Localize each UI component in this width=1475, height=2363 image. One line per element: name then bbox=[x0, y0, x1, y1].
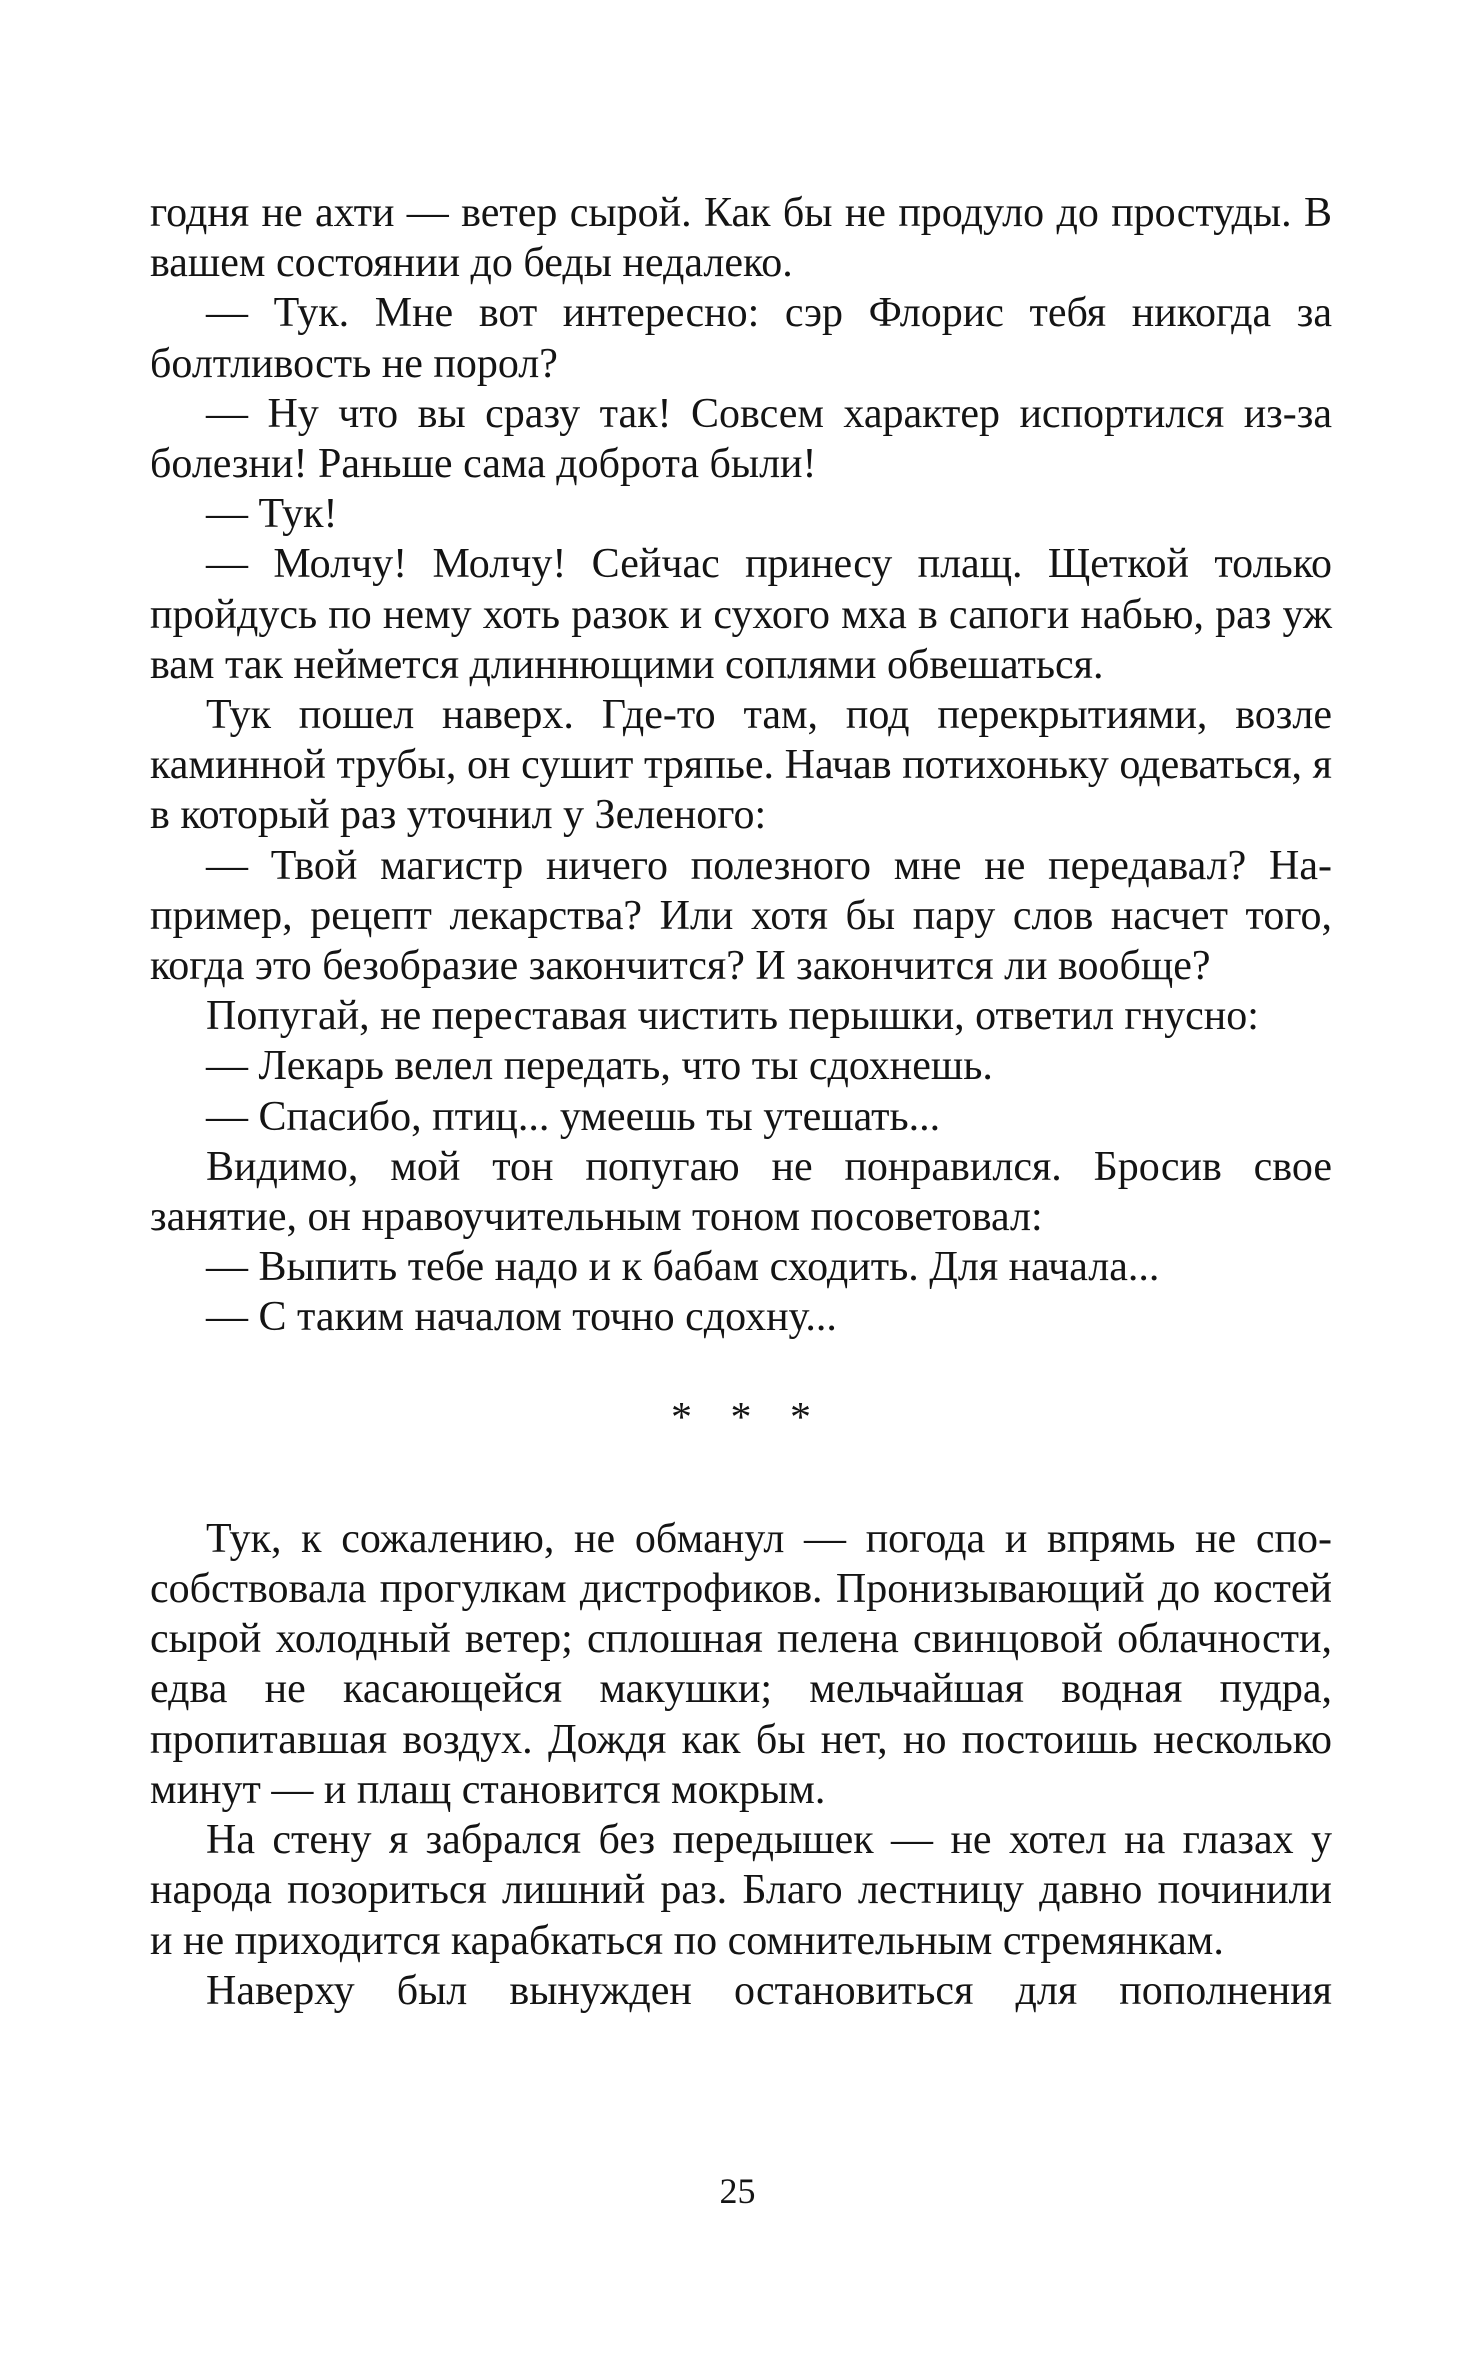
section-separator: * * * bbox=[671, 1394, 825, 1441]
paragraph: — Тук! bbox=[206, 491, 338, 538]
paragraph: — С таким началом точно сдохну... bbox=[206, 1294, 837, 1341]
paragraph: — Спасибо, птиц... умеешь ты утешать... bbox=[206, 1093, 941, 1140]
paragraph: На стену я забрался без передышек — не хотел на глазах у народа позориться лишний раз. Благо лестницу давно починили и не приходится карабкаться по сомнительным стремянкам. bbox=[150, 1817, 1332, 1964]
paragraph: — Лекарь велел передать, что ты сдохнешь. bbox=[206, 1043, 993, 1090]
paragraph: Наверху был вынужден остановиться для пополнения bbox=[206, 1967, 1332, 2014]
paragraph: — Твой магистр ничего полезного мне не передавал? Например, рецепт лекарства? Или хотя бы пару слов насчет того, когда это безобразие закончится? И закончится ли вообще? bbox=[150, 842, 1332, 990]
paragraph: Видимо, мой тон попугаю не понравился. Бросив свое занятие, он нравоучительным тоном посоветовал: bbox=[150, 1143, 1332, 1241]
paragraph: — Тук. Мне вот интересно: сэр Флорис тебя никогда за болтливость не порол? bbox=[150, 290, 1332, 387]
paragraph: Тук, к сожалению, не обманул — погода и впрямь не способствовала прогулкам дистрофиков. Пронизывающий до костей сырой холодный ветер; сплошная пелена свинцовой облачности, едва не касающейся макушки; мельчайшая водная пудра, пропитавшая воздух. Дождя как бы нет, но постоишь несколько минут — и плащ становится мокрым. bbox=[150, 1515, 1332, 1813]
paragraph: — Молчу! Молчу! Сейчас принесу плащ. Щеткой только пройдусь по нему хоть разок и сухого мха в сапоги набью, раз уж вам так неймется длиннющими соплями обвешаться. bbox=[150, 541, 1332, 688]
paragraph: — Ну что вы сразу так! Совсем характер испортился из-за болезни! Раньше сама доброта были! bbox=[150, 390, 1332, 488]
paragraph: годня не ахти — ветер сырой. Как бы не продуло до простуды. В вашем состоянии до беды недалеко. bbox=[150, 190, 1332, 287]
paragraph: Тук пошел наверх. Где-то там, под перекрытиями, возле каминной трубы, он сушит тряпье. Начав потихоньку одеваться, я в который раз уточнил у Зеленого: bbox=[150, 692, 1332, 839]
paragraph: — Выпить тебе надо и к бабам сходить. Для начала... bbox=[206, 1244, 1160, 1291]
book-page-text bbox=[150, 188, 1332, 2016]
paragraph: Попугай, не переставая чистить перышки, ответил гнусно: bbox=[206, 993, 1259, 1040]
page-number: 25 bbox=[719, 2171, 756, 2211]
